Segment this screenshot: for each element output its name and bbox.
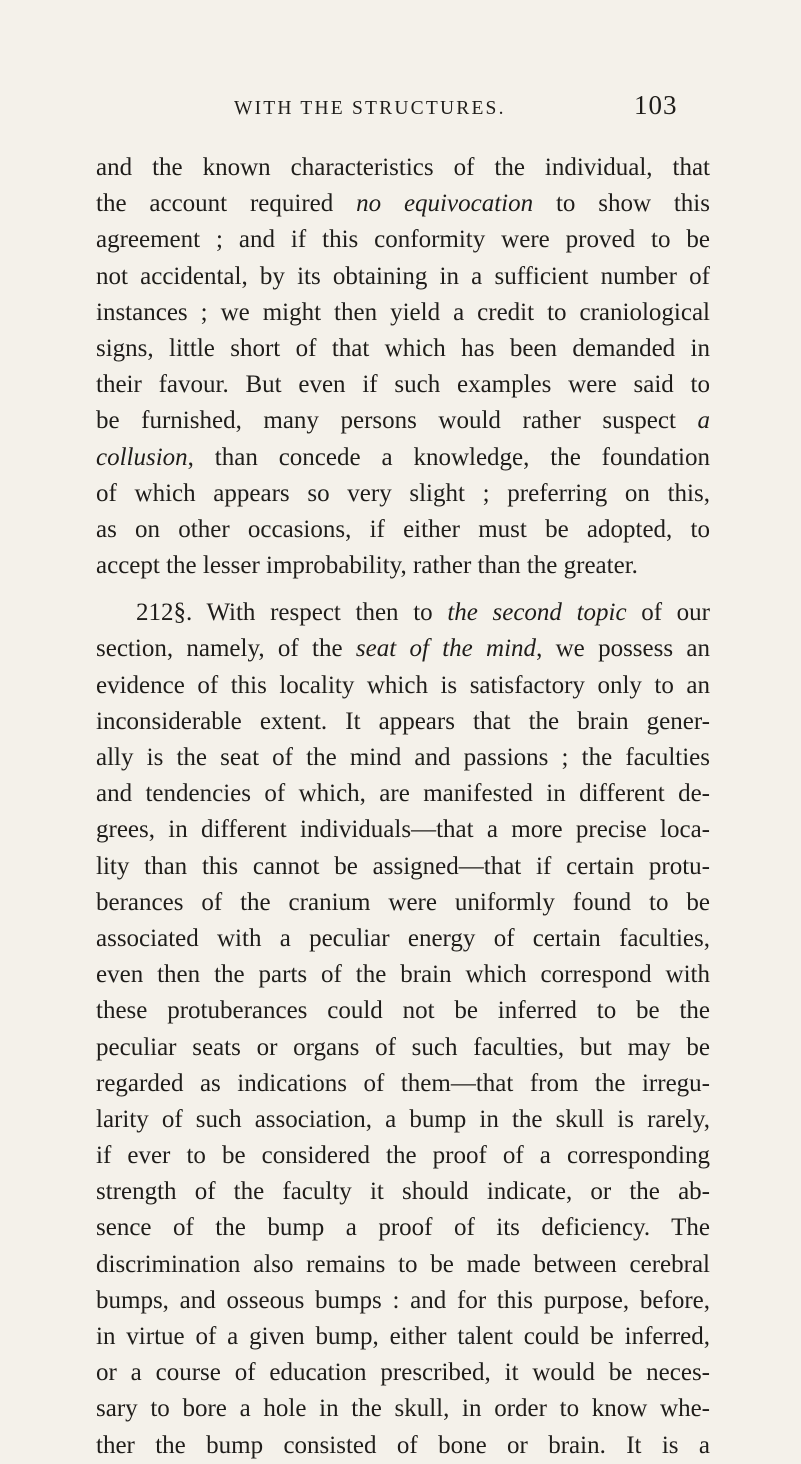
text-line [96,849,710,885]
text-line [96,440,710,476]
text-run: berances of the cranium were uniformly found to be [96,888,710,916]
running-head [0,88,801,128]
text-line [96,1174,710,1210]
text-run: be furnished, many persons would rather suspect [96,407,698,435]
text-run: peculiar seats or organs of such faculties, but may be [96,1033,710,1061]
text-line [96,740,710,776]
text-run: larity of such association, a bump in the skull is rarely, [96,1105,710,1133]
text-run: their favour. But even if such examples were said to [96,371,710,399]
text-run: lity than this cannot be assigned—that if certain protu- [96,852,710,880]
text-run: grees, in different individuals—that a more precise loca- [96,816,710,844]
text-line [96,548,710,584]
text-run: to show this [533,190,710,218]
text-run: as on other occasions, if either must be adopted, to [96,515,710,543]
text-run: and the known characteristics of the individual, that [96,154,710,181]
text-run: discrimination also remains to be made between cerebral [96,1250,710,1278]
text-run: the account required [96,190,357,218]
text-line [96,1210,710,1246]
text-run: agreement ; and if this conformity were proved to be [96,226,710,254]
text-line [96,295,710,331]
text-line [96,476,710,512]
text-run: sence of the bump a proof of its deficiency. The [96,1214,710,1242]
text-run: or a course of education prescribed, it would be neces- [96,1359,710,1387]
text-line [96,1247,710,1283]
text-run: signs, little short of that which has been demanded in [96,334,710,362]
text-run: if ever to be considered the proof of a corresponding [96,1142,710,1170]
italic-run: collusion [96,443,188,471]
body-text [96,150,710,1464]
page-number: 103 [634,90,678,120]
text-run: ally is the seat of the mind and passions ; the faculties [96,744,710,771]
text-run: in virtue of a given bump, either talent could be inferred, [96,1323,710,1350]
text-line [96,812,710,848]
text-line [96,186,710,222]
text-line [96,668,710,704]
text-run: these protuberances could not be inferred to be the [96,997,710,1025]
italic-run: no equivocation [356,190,534,218]
text-line [96,367,710,403]
text-line [96,403,710,439]
text-run: even then the parts of the brain which correspond with [96,961,710,989]
italic-run: a [697,407,710,435]
text-run: of our [626,599,711,627]
text-run: sary to bore a hole in the skull, in order to know whe- [96,1395,710,1423]
text-run: instances ; we might then yield a credit to craniological [96,298,710,326]
text-line [96,993,710,1029]
text-run: evidence of this locality which is satisfactory only to an [96,671,710,699]
text-run: strength of the faculty it should indicate, or the ab- [96,1178,710,1206]
italic-run: seat of the mind [355,635,537,663]
running-title: WITH THE STRUCTURES. [234,98,506,119]
text-line [96,704,710,740]
text-line [96,1283,710,1319]
text-line [96,1319,710,1355]
text-run: 212§. With respect then to [136,599,448,627]
text-run: associated with a peculiar energy of certain faculties, [96,924,710,952]
text-run: not accidental, by its obtaining in a sufficient number of [96,262,710,290]
text-line [96,512,710,548]
paragraph [96,595,710,1464]
text-run: accept the lesser improbability, rather than the greater. [96,552,638,580]
text-line [96,1030,710,1066]
paragraph [96,150,710,584]
text-line [96,1428,710,1464]
text-line [96,957,710,993]
text-line [96,1102,710,1138]
text-run: , we possess an [536,635,710,663]
text-run: inconsiderable extent. It appears that the brain gener- [96,707,710,735]
text-run: section, namely, of the [96,635,356,663]
text-line [96,150,710,186]
text-line [96,631,710,667]
text-line [96,1355,710,1391]
text-line [96,1391,710,1427]
text-run: , than concede a knowledge, the foundation [187,443,710,471]
text-line [96,331,710,367]
text-line [96,595,710,631]
text-line [96,1066,710,1102]
text-line [96,885,710,921]
text-line [96,259,710,295]
text-line [96,776,710,812]
paragraph-gap [96,584,710,595]
text-run: regarded as indications of them—that from the irregu- [96,1069,710,1097]
text-run: ther the bump consisted of bone or brain. It is a [96,1431,710,1459]
text-run: of which appears so very slight ; preferring on this, [96,479,710,507]
text-line [96,1138,710,1174]
text-line [96,222,710,258]
text-run: and tendencies of which, are manifested in different de- [96,780,710,808]
text-run: bumps, and osseous bumps : and for this purpose, before, [96,1286,710,1314]
text-line [96,921,710,957]
italic-run: the second topic [447,599,627,627]
